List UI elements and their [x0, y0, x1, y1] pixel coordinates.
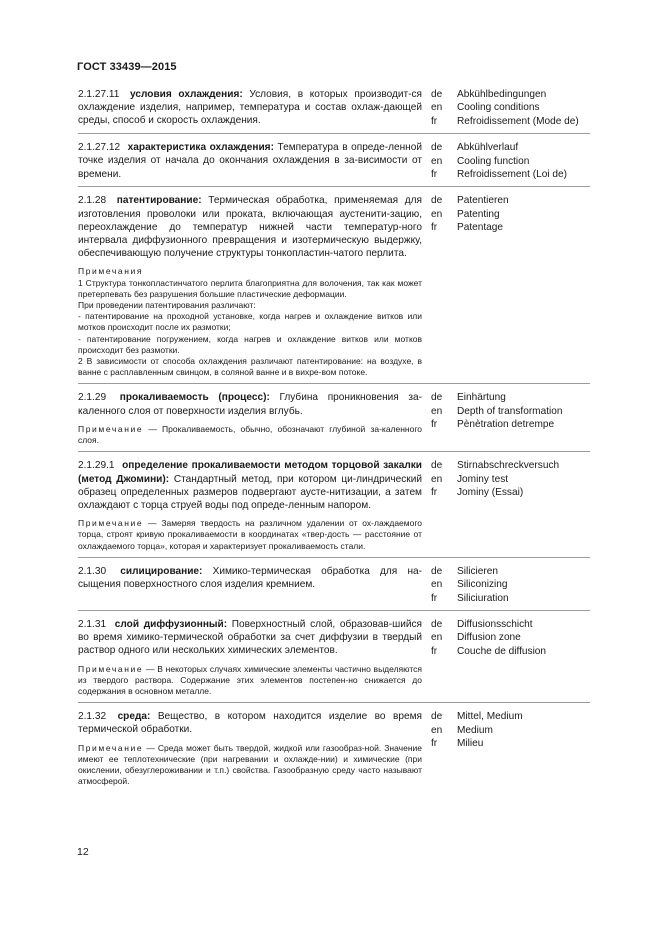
- translation-text: Patentieren: [457, 195, 509, 207]
- term-note: [78, 518, 422, 552]
- note-label: Примечание: [78, 423, 144, 434]
- term-note: [78, 664, 422, 698]
- translation-text: Siliciuration: [457, 592, 509, 604]
- term-name: силицирование:: [120, 565, 203, 577]
- lang-code: fr: [431, 487, 438, 499]
- term-definition: [78, 459, 422, 512]
- translations-column: [422, 618, 599, 697]
- lang-code: en: [431, 405, 443, 417]
- note-text: — В некоторых случаях химические элементы частично выделяются из твердого раствора. Содержание этих элементов постепен-но снижается до содержания в основном металле.: [78, 663, 422, 696]
- translation-en: [431, 155, 599, 168]
- document-standard-header: ГОСТ 33439—2015: [77, 61, 177, 73]
- term-number: 2.1.32: [78, 711, 107, 723]
- note-label: Примечание: [78, 742, 144, 753]
- translation-text: Einhärtung: [457, 392, 506, 404]
- definition-text: Термическая обработка, применяемая для изготовления проволоки или проката, включающая аустенити-зацию, переохлаждение до температур нижней части температур-ного интервала диффузионного превращения и изотермическую выдержку, обеспечивающую получение структуры тонкопластин-чатого перлита.: [78, 195, 422, 260]
- term-definition: [78, 194, 422, 260]
- translation-text: Pènètration detrempe: [457, 419, 555, 431]
- translation-fr: [431, 486, 599, 499]
- translation-text: Jominy test: [457, 473, 509, 485]
- note-text: — Замеряя твердость на различном удалении от ох-лаждаемого торца, строят кривую прокаливаемости в координатах «твер-дость — расстояние от охлаждаемого торца», которая и характеризует прокаливаемость стали.: [78, 518, 422, 551]
- term-definition-column: [78, 618, 422, 697]
- term-definition-column: [78, 194, 422, 378]
- lang-code: fr: [431, 737, 438, 749]
- translation-text: Couche de diffusion: [457, 645, 547, 657]
- translation-text: Diffusion zone: [457, 632, 521, 644]
- lang-code: de: [431, 565, 443, 577]
- term-notes: [78, 266, 422, 378]
- note-text: — Прокаливаемость, обычно, обозначают глубиной за-каленного слоя.: [78, 423, 422, 446]
- term-entry: [78, 459, 590, 557]
- term-name: определение прокаливаемости методом торцовой закалки (метод Джомини):: [78, 460, 423, 485]
- translation-fr: [431, 115, 599, 128]
- terms-list: [78, 88, 590, 799]
- translation-text: Cooling conditions: [457, 102, 540, 114]
- note-label: Примечание: [78, 518, 144, 529]
- translation-text: Refroidissement (Mode de): [457, 115, 579, 127]
- lang-code: de: [431, 142, 443, 154]
- translation-text: Siliconizing: [457, 579, 508, 591]
- term-definition-column: [78, 710, 422, 787]
- note-label: Примечание: [78, 663, 144, 674]
- lang-code: en: [431, 473, 443, 485]
- definition-text: Температура в опреде-ленной точке изделия от начала до окончания охлаждения в за-висимости от времени.: [78, 142, 422, 180]
- term-definition: [78, 391, 422, 417]
- translation-en: [431, 578, 599, 591]
- translation-text: Medium: [457, 724, 493, 736]
- translation-text: Abkühlverlauf: [457, 142, 519, 154]
- definition-text: Глубина проникновения за-каленного слоя от поверхности изделия вглубь.: [78, 392, 422, 417]
- term-definition-column: [78, 391, 422, 446]
- term-definition-column: [78, 141, 422, 181]
- term-number: 2.1.30: [78, 565, 107, 577]
- term-name: прокаливаемость (процесс):: [119, 392, 270, 404]
- translation-de: [431, 141, 599, 154]
- term-number: 2.1.29.1: [78, 460, 115, 472]
- translations-column: [422, 565, 599, 605]
- lang-code: de: [431, 460, 443, 472]
- lang-code: en: [431, 579, 443, 591]
- translation-text: Jominy (Essai): [457, 487, 524, 499]
- translation-de: [431, 194, 599, 207]
- translation-text: Mittel, Medium: [457, 711, 523, 723]
- page-number: 12: [77, 846, 89, 858]
- translation-fr: [431, 645, 599, 658]
- term-note: [78, 743, 422, 788]
- term-definition-column: [78, 565, 422, 605]
- term-number: 2.1.31: [78, 618, 107, 630]
- definition-text: Поверхностный слой, образовав-шийся во время химико-термической обработки за счет диффузии в твердый раствор одного или нескольких химических элементов.: [78, 618, 422, 657]
- note-line: - патентирование погружением, когда нагрев и охлаждение витков или мотков происходит без размотки.: [78, 333, 422, 355]
- lang-code: de: [431, 711, 443, 723]
- translation-text: Milieu: [457, 737, 484, 749]
- term-name: среда:: [117, 711, 151, 723]
- translation-fr: [431, 418, 599, 431]
- translation-fr: [431, 168, 599, 181]
- translations-column: [422, 710, 599, 787]
- translation-text: Silicieren: [457, 565, 498, 577]
- term-entry: [78, 618, 590, 703]
- translation-text: Depth of transformation: [457, 405, 563, 417]
- note-line: 2 В зависимости от способа охлаждения различают патентирование: на воздухе, в ванне с расплавленным свинцом, в соляной ванне и в вихре-вом потоке.: [78, 356, 422, 378]
- definition-text: Химико-термическая обработка для на-сыщения поверхностного слоя изделия кремнием.: [78, 565, 422, 590]
- translation-en: [431, 405, 599, 418]
- term-entry: [78, 194, 590, 384]
- translation-en: [431, 101, 599, 114]
- lang-code: fr: [431, 419, 438, 431]
- translation-en: [431, 631, 599, 644]
- translations-column: [422, 194, 599, 378]
- translations-column: [422, 391, 599, 446]
- translation-en: [431, 208, 599, 221]
- translations-column: [422, 141, 599, 181]
- term-number: 2.1.28: [78, 195, 107, 207]
- term-note: [78, 424, 422, 446]
- term-name: условия охлаждения:: [130, 89, 243, 100]
- translation-de: [431, 88, 599, 101]
- term-entry: [78, 391, 590, 452]
- term-definition: [78, 565, 422, 591]
- term-definition: [78, 618, 422, 658]
- translation-fr: [431, 737, 599, 750]
- term-name: патентирование:: [116, 195, 202, 207]
- note-line: При проведении патентирования различают:: [78, 300, 256, 311]
- lang-code: de: [431, 195, 443, 207]
- term-number: 2.1.27.11: [78, 89, 120, 100]
- translation-de: [431, 618, 599, 631]
- definition-text: Стандартный метод, при котором ци-линдрический образец определенных размеров подвергают аусте-нитизации, а затем охлаждают с торца струей воды под опреде-ленным напором.: [78, 473, 422, 511]
- lang-code: en: [431, 208, 443, 220]
- lang-code: de: [431, 392, 443, 404]
- term-definition: [78, 710, 422, 736]
- term-definition-column: [78, 459, 422, 551]
- term-definition: [78, 141, 422, 181]
- lang-code: en: [431, 102, 443, 114]
- translation-en: [431, 473, 599, 486]
- translation-de: [431, 459, 599, 472]
- definition-text: Условия, в которых производит-ся охлаждение изделия, например, температура и состав охлаж-дающей среды, способ и скорость охлаждения.: [78, 89, 422, 127]
- term-entry: [78, 141, 590, 187]
- translation-text: Abkühlbedingungen: [457, 89, 547, 100]
- note-text: — Среда может быть твердой, жидкой или газообраз-ной. Значение имеют ее теплотехнические (при нагревании и охлажде-нии) и химические (при окислении, обезуглероживании и т.п.) свойства. Газообразную среду часто называют атмосферой.: [78, 742, 422, 787]
- note-label: Примечания: [78, 266, 144, 277]
- lang-code: fr: [431, 645, 438, 657]
- lang-code: fr: [431, 169, 438, 181]
- translation-de: [431, 391, 599, 404]
- translation-fr: [431, 592, 599, 605]
- translation-text: Refroidissement (Loi de): [457, 169, 567, 181]
- note-line: 1 Структура тонкопластинчатого перлита благоприятна для волочения, так как может претерпевать без разрушения большие пластические деформации.: [78, 277, 422, 299]
- lang-code: en: [431, 632, 443, 644]
- term-entry: [78, 710, 590, 792]
- translations-column: [422, 459, 599, 551]
- translation-fr: [431, 221, 599, 234]
- translation-text: Patenting: [457, 208, 500, 220]
- term-entry: [78, 88, 590, 134]
- translation-text: Cooling function: [457, 155, 530, 167]
- term-name: характеристика охлаждения:: [127, 142, 274, 154]
- term-number: 2.1.27.12: [78, 142, 121, 154]
- term-name: слой диффузионный:: [114, 618, 228, 630]
- lang-code: fr: [431, 222, 438, 234]
- term-definition-column: [78, 88, 422, 128]
- translation-de: [431, 710, 599, 723]
- lang-code: en: [431, 155, 443, 167]
- term-number: 2.1.29: [78, 392, 107, 404]
- definition-text: Вещество, в котором находится изделие во время термической обработки.: [78, 711, 422, 736]
- lang-code: de: [431, 89, 443, 100]
- translation-en: [431, 724, 599, 737]
- translation-text: Diffusionsschicht: [457, 618, 533, 630]
- note-line: - патентирование на проходной установке, когда нагрев и охлаждение витков или мотков происходит после их размотки;: [78, 311, 422, 333]
- translation-text: Patentage: [457, 222, 504, 234]
- lang-code: de: [431, 618, 443, 630]
- term-entry: [78, 565, 590, 611]
- term-definition: [78, 88, 422, 128]
- translations-column: [422, 88, 599, 128]
- lang-code: fr: [431, 592, 438, 604]
- translation-text: Stirnabschreckversuch: [457, 460, 560, 472]
- lang-code: en: [431, 724, 443, 736]
- lang-code: fr: [431, 115, 438, 127]
- translation-de: [431, 565, 599, 578]
